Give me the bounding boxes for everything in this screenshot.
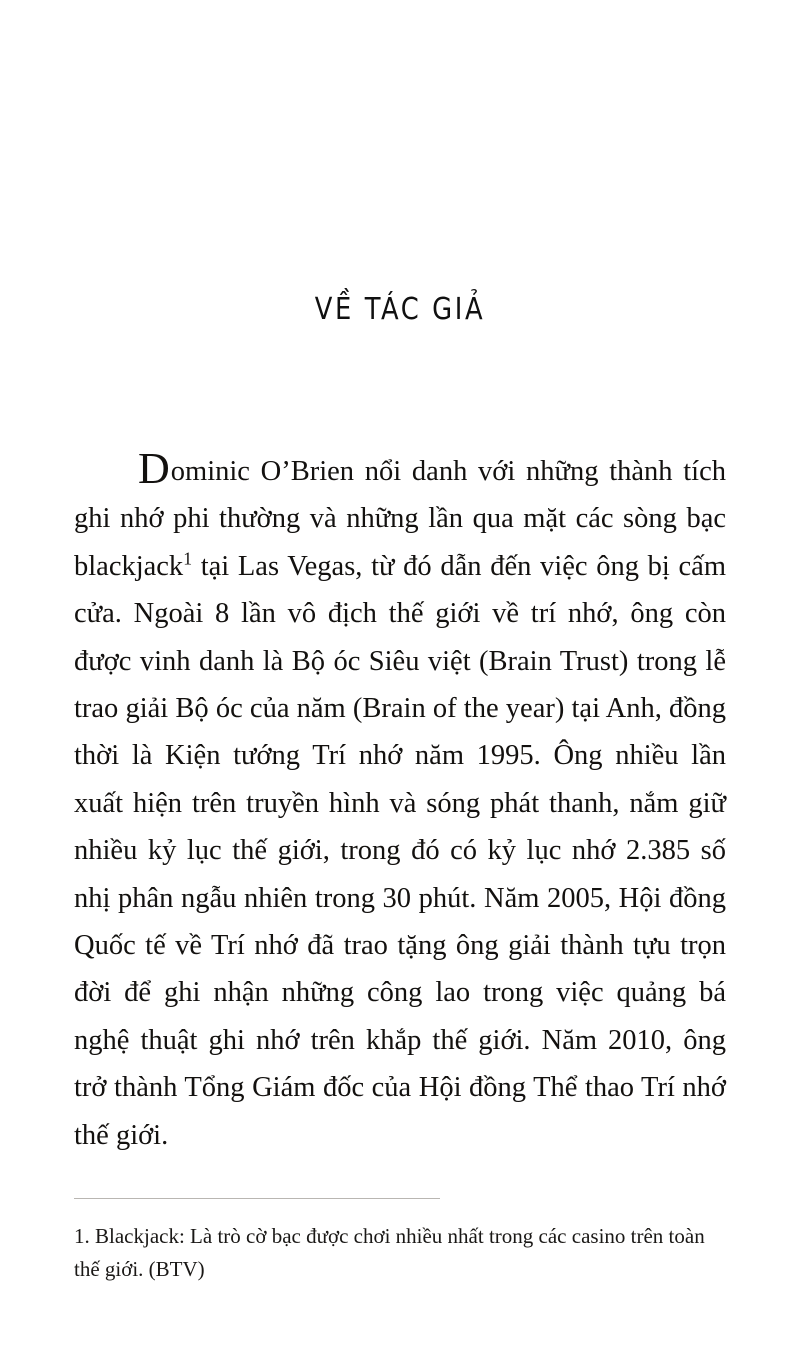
footnote-text: 1. Blackjack: Là trò cờ bạc được chơi nhiều nhất trong các casino trên toàn thế giới. (BTV) [74,1224,705,1281]
chapter-title: VỀ TÁC GIẢ [314,292,486,328]
footnote-divider [74,1198,440,1199]
footnote-reference-marker[interactable]: 1 [183,548,193,569]
body-text-after-footnote: tại Las Vegas, từ đó dẫn đến việc ông bị cấm cửa. Ngoài 8 lần vô địch thế giới về trí nhớ, ông còn được vinh danh là Bộ óc Siêu việt (Brain Trust) trong lễ trao giải Bộ óc của năm (Brain of the year) tại Anh, đồng thời là Kiện tướng Trí nhớ năm 1995. Ông nhiều lần xuất hiện trên truyền hình và sóng phát thanh, nắm giữ nhiều kỷ lục thế giới, trong đó có kỷ lục nhớ 2.385 số nhị phân ngẫu nhiên trong 30 phút. Năm 2005, Hội đồng Quốc tế về Trí nhớ đã trao tặng ông giải thành tựu trọn đời để ghi nhận những công lao trong việc quảng bá nghệ thuật ghi nhớ trên khắp thế giới. Năm 2010, ông trở thành Tổng Giám đốc của Hội đồng Thể thao Trí nhớ thế giới. [74,550,726,1151]
page-content [74,0,726,1368]
body-paragraph [74,444,726,1159]
body-text-before-footnote: tích ghi nhớ phi thường và những lần qua mặt các sòng bạc blackjack [74,456,726,582]
drop-cap: D [138,444,170,493]
body-first-line-rest: ominic O’Brien nổi danh với những thành [170,456,673,487]
